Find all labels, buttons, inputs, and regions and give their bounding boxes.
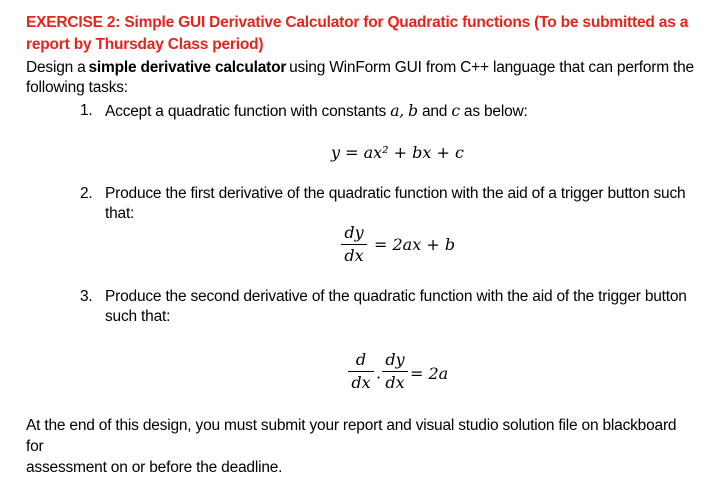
- task-2-line-1: Produce the first derivative of the quadratic function with the aid of a trigger button such: [105, 185, 686, 202]
- task-1-and: and: [421, 103, 448, 120]
- task-3-line-2: such that:: [105, 308, 171, 325]
- task-3-number: 3.: [80, 288, 93, 305]
- second-derivative-frac1-numerator: d: [355, 350, 367, 369]
- first-derivative-rhs: = 2ax + b: [374, 235, 456, 254]
- task-1-const-b: b: [408, 102, 418, 120]
- intro-prefix: Design a: [26, 59, 86, 76]
- second-derivative-frac1-bar: [348, 371, 374, 372]
- intro-line-1: [26, 58, 694, 78]
- task-1-text-before: Accept a quadratic function with constants: [105, 103, 387, 120]
- task-1-text-after: as below:: [463, 103, 528, 120]
- heading-line-2: report by Thursday Class period): [26, 36, 264, 53]
- second-derivative-fraction-2: [382, 350, 408, 393]
- submission-note-line-1: At the end of this design, you must submit your report and visual studio solution file on blackboard for: [26, 417, 677, 455]
- first-derivative-numerator: dy: [344, 223, 364, 242]
- heading-line-1: EXERCISE 2: Simple GUI Derivative Calculator for Quadratic functions (To be submitted as a: [26, 14, 689, 31]
- task-1-number: 1.: [80, 102, 93, 119]
- first-derivative-fraction: [341, 223, 367, 266]
- second-derivative-frac2-denominator: dx: [385, 373, 405, 392]
- exercise-heading: [26, 12, 706, 56]
- task-2-number: 2.: [80, 185, 93, 202]
- task-1-const-a: a,: [390, 102, 404, 120]
- intro-line-2: following tasks:: [26, 79, 128, 96]
- first-derivative-denominator: dx: [344, 246, 364, 265]
- intro-suffix: using WinForm GUI from C++ language that can perform the: [289, 59, 694, 76]
- task-1-const-c: c: [451, 102, 460, 120]
- submission-note: [26, 415, 696, 478]
- second-derivative-rhs: = 2a: [410, 364, 449, 383]
- task-3-line-1: Produce the second derivative of the quadratic function with the aid of the trigger button: [105, 288, 687, 305]
- second-derivative-frac2-numerator: dy: [385, 350, 405, 369]
- submission-note-line-2: assessment on or before the deadline.: [26, 459, 283, 476]
- intro-bold-term: simple derivative calculator: [88, 59, 287, 76]
- second-derivative-frac1-denominator: dx: [351, 373, 371, 392]
- second-derivative-dot: ·: [376, 368, 382, 387]
- task-2-line-2: that:: [105, 205, 135, 222]
- first-derivative-fraction-bar: [341, 244, 367, 245]
- task-1-text: [105, 101, 528, 122]
- second-derivative-frac2-bar: [382, 371, 408, 372]
- quadratic-equation: y = ax² + bx + c: [331, 143, 464, 162]
- second-derivative-fraction-1: [348, 350, 374, 393]
